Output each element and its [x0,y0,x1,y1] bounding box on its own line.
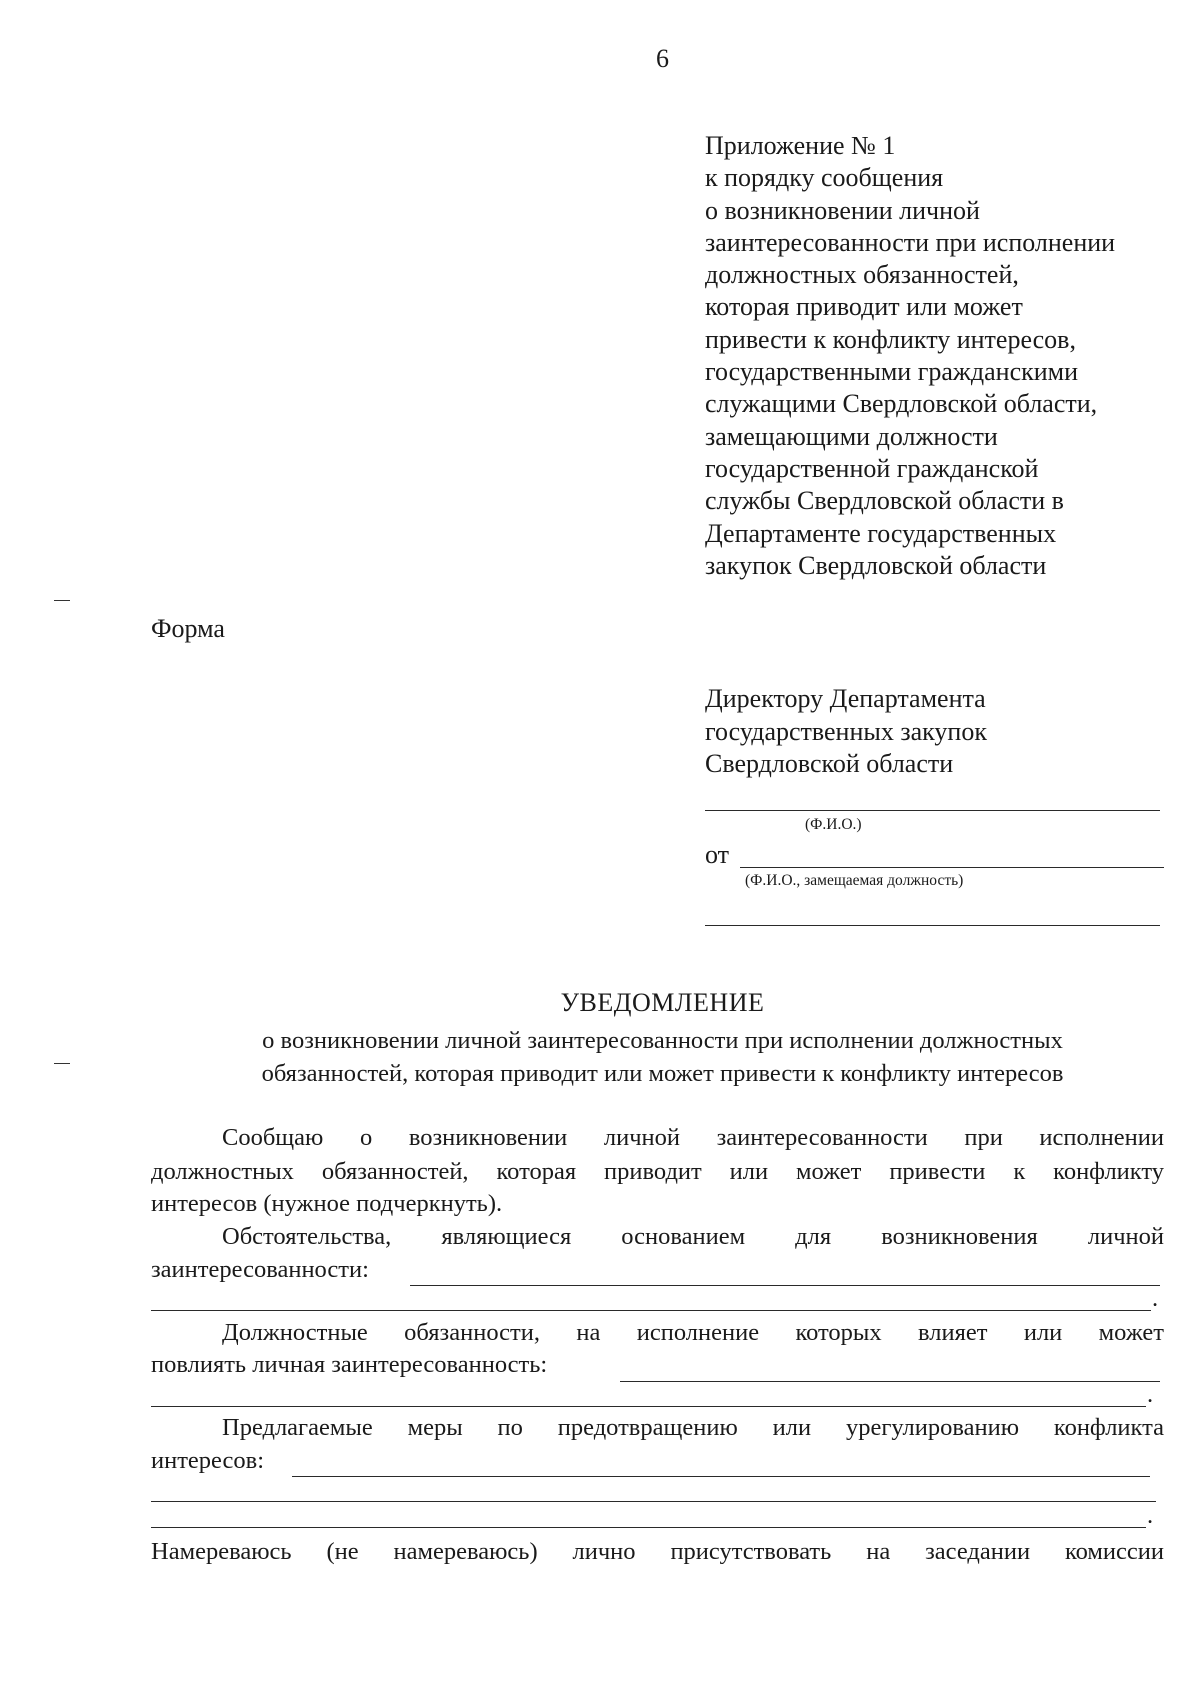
appendix-line: государственными гражданскими [705,357,1079,387]
appendix-line: к порядку сообщения [705,163,944,193]
sender-position-line[interactable] [705,925,1160,926]
addressee-block [705,683,987,781]
measures-line[interactable] [292,1476,1150,1477]
line-end-period: . [1147,1381,1154,1408]
appendix-line: государственной гражданской [705,453,1039,483]
body-text-line: Обстоятельства, являющиеся основанием для возникновения личной [222,1223,1164,1250]
addressee-line: Свердловской области [705,749,954,778]
appendix-line: Приложение № 1 [705,131,896,160]
notice-title: УВЕДОМЛЕНИЕ [560,988,765,1017]
appendix-header [705,130,1115,582]
line-end-period: . [1147,1502,1154,1529]
appendix-line: Департаменте государственных [705,518,1057,548]
duties-line[interactable] [151,1406,1146,1407]
body-text-line: Сообщаю о возникновении личной заинтересованности при исполнении [222,1124,1164,1151]
director-name-caption: (Ф.И.О.) [805,816,862,833]
duties-line[interactable] [620,1381,1160,1382]
measures-line[interactable] [151,1501,1156,1502]
body-text-line: Должностные обязанности, на исполнение которых влияет или может [222,1319,1164,1346]
appendix-line: о возникновении личной [705,195,980,225]
form-label: Форма [151,614,225,643]
appendix-line: замещающими должности [705,421,998,451]
from-label: от [705,840,730,869]
appendix-line: службы Свердловской области в [705,486,1064,516]
notice-subtitle-line: обязанностей, которая приводит или может привести к конфликту интересов [261,1060,1064,1087]
notice-subtitle-line: о возникновении личной заинтересованности при исполнении должностных [262,1027,1063,1054]
circumstances-line[interactable] [410,1285,1160,1286]
body-text-line: должностных обязанностей, которая приводит или может привести к конфликту [151,1158,1164,1185]
appendix-line: которая приводит или может [705,292,1023,322]
appendix-line: служащими Свердловской области, [705,389,1098,419]
director-name-line[interactable] [705,810,1160,811]
addressee-line: Директору Департамента [705,684,986,713]
body-text-line: Предлагаемые меры по предотвращению или урегулированию конфликта [222,1414,1164,1441]
circumstances-line[interactable] [151,1310,1151,1311]
body-text-line: повлиять личная заинтересованность: [151,1351,548,1378]
appendix-line: закупок Свердловской области [705,550,1047,580]
appendix-line: привести к конфликту интересов, [705,324,1076,354]
scan-edge-mark [54,600,70,601]
body-text-line: заинтересованности: [151,1256,369,1283]
body-text-line: интересов (нужное подчеркнуть). [151,1190,503,1217]
appendix-line: заинтересованности при исполнении [705,227,1116,257]
body-text-line: интересов: [151,1447,265,1474]
body-text-line: Намереваюсь (не намереваюсь) лично присутствовать на заседании комиссии [151,1538,1164,1565]
sender-caption: (Ф.И.О., замещаемая должность) [745,872,964,889]
line-end-period: . [1152,1285,1159,1312]
measures-line[interactable] [151,1527,1146,1528]
addressee-line: государственных закупок [705,716,987,746]
page-number: 6 [656,44,669,73]
sender-name-line[interactable] [740,867,1164,868]
appendix-line: должностных обязанностей, [705,260,1019,290]
